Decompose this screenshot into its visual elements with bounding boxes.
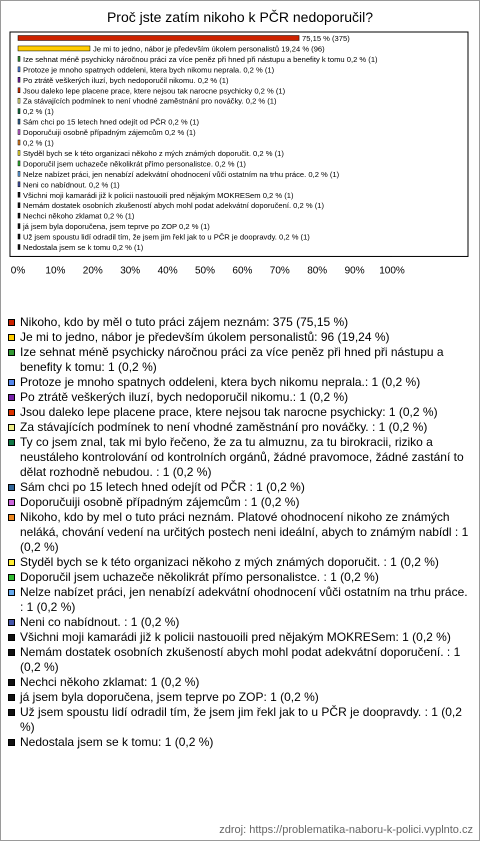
bar-value-label: Doporučil jsem uchazeče několikrát přímo personalistce. 0,2 % (1) bbox=[23, 159, 246, 169]
chart-legend bbox=[8, 315, 470, 750]
bar bbox=[18, 140, 20, 145]
bar-value-label: Nechci někoho zklamat 0,2 % (1) bbox=[23, 211, 135, 221]
bar bbox=[18, 171, 20, 176]
legend-label: Za stávajících podmínek to není vhodné zaměstnání pro nováčky. : 1 (0,2 %) bbox=[20, 420, 428, 434]
bar bbox=[18, 150, 20, 155]
legend-label: Nemám dostatek osobních zkušeností abych mohl podat adekvátní doporučení. : 1 (0,2 %) bbox=[20, 645, 461, 674]
bar-value-label: Sám chci po 15 letech hned odejít od PČR 0,2 % (1) bbox=[23, 117, 200, 127]
bar bbox=[18, 56, 20, 61]
legend-swatch bbox=[8, 619, 15, 626]
legend-label: Jsou daleko lepe placene prace, ktere nejsou tak narocne psychicky: 1 (0,2 %) bbox=[20, 405, 438, 419]
legend-label: Sám chci po 15 letech hned odejít od PČR : 1 (0,2 %) bbox=[20, 480, 305, 494]
legend-item bbox=[8, 570, 470, 585]
x-tick-label: 0% bbox=[10, 265, 26, 277]
bar-value-label: Neni co nabídnout. 0,2 % (1) bbox=[23, 180, 120, 190]
legend-item bbox=[8, 495, 470, 510]
legend-swatch bbox=[8, 634, 15, 641]
bar-value-label: Po ztrátě veškerých iluzí, bych nedoporučil nikomu. 0,2 % (1) bbox=[23, 75, 229, 85]
legend-swatch bbox=[8, 409, 15, 416]
legend-swatch bbox=[8, 319, 15, 326]
bar-value-label: Nedostala jsem se k tomu 0,2 % (1) bbox=[23, 243, 144, 252]
legend-label: Styděl bych se k této organizaci někoho z mých známých doporučit. : 1 (0,2 %) bbox=[20, 555, 439, 569]
x-tick-label: 80% bbox=[307, 265, 328, 277]
legend-label: Po ztrátě veškerých iluzí, bych nedoporučil nikomu.: 1 (0,2 %) bbox=[20, 390, 349, 404]
chart-title: Proč jste zatím nikoho k PČR nedoporučil? bbox=[106, 9, 374, 25]
legend-label: Nelze nabízet práci, jen nenabízí adekvátní ohodnocení vůči ostatním na trhu práce. : 1 (0,2 %) bbox=[20, 585, 468, 614]
legend-label: Už jsem spoustu lidí odradil tím, že jsem jim řekl jak to u PČR je doopravdy. : 1 (0,2 %) bbox=[20, 705, 462, 734]
bar bbox=[18, 192, 20, 197]
bar-value-label: 0,2 % (1) bbox=[23, 107, 54, 117]
legend-item bbox=[8, 615, 470, 630]
legend-swatch bbox=[8, 349, 15, 356]
bar bbox=[18, 161, 20, 166]
bar-value-label: Za stávajících podmínek to není vhodné zaměstnání pro nováčky. 0,2 % (1) bbox=[23, 96, 277, 106]
legend-item bbox=[8, 630, 470, 645]
bar bbox=[18, 130, 20, 135]
bar-value-label: Je mi to jedno, nábor je především úkolem personalistů 19,24 % (96) bbox=[92, 44, 325, 54]
bar bbox=[18, 234, 20, 239]
legend-swatch bbox=[8, 424, 15, 431]
x-tick-label: 10% bbox=[45, 265, 66, 277]
legend-swatch bbox=[8, 439, 15, 446]
legend-item bbox=[8, 675, 470, 690]
legend-label: já jsem byla doporučena, jsem teprve po ZOP: 1 (0,2 %) bbox=[20, 690, 319, 704]
legend-swatch bbox=[8, 499, 15, 506]
legend-item bbox=[8, 555, 470, 570]
legend-item bbox=[8, 330, 470, 345]
bar-value-label: Nelze nabízet práci, jen nenabízí adekvátní ohodnocení vůči ostatním na trhu práce. 0,2 % (1) bbox=[23, 169, 340, 179]
legend-swatch bbox=[8, 649, 15, 656]
legend-label: Nechci někoho zklamat: 1 (0,2 %) bbox=[20, 675, 200, 689]
legend-label: Všichni moji kamarádi již k policii nastouoili pred nějakým MOKRESem: 1 (0,2 %) bbox=[20, 630, 451, 644]
bar-value-label: Nemám dostatek osobních zkušeností abych mohl podat adekvátní doporučení. 0,2 % (1) bbox=[23, 201, 324, 211]
source-link[interactable]: zdroj: https://problematika-naboru-k-polici.vyplnto.cz bbox=[219, 824, 473, 836]
bar bbox=[18, 46, 90, 51]
legend-swatch bbox=[8, 679, 15, 686]
legend-swatch bbox=[8, 709, 15, 716]
legend-item bbox=[8, 510, 470, 555]
bar bbox=[18, 88, 20, 93]
bar bbox=[18, 109, 20, 114]
x-tick-label: 60% bbox=[232, 265, 253, 277]
x-tick-label: 70% bbox=[269, 265, 290, 277]
legend-swatch bbox=[8, 589, 15, 596]
legend-label: Ty co jsem znal, tak mi bylo řečeno, že za tu almuznu, za tu birokracii, riziko a neustáleho kontrolování od kontrolních orgánů, žádné pravomoce, žádné zastání to dělat rozhodně nebudou. : 1 (0,2 %) bbox=[20, 435, 464, 479]
legend-item bbox=[8, 390, 470, 405]
legend-label: Nikoho, kdo by měl o tuto práci zájem neznám: 375 (75,15 %) bbox=[20, 315, 349, 329]
bar-value-label: já jsem byla doporučena, jsem teprve po ZOP 0,2 % (1) bbox=[23, 222, 210, 232]
legend-swatch bbox=[8, 694, 15, 701]
bar bbox=[18, 67, 20, 72]
x-tick-label: 90% bbox=[344, 265, 365, 277]
bar bbox=[18, 203, 20, 208]
legend-label: Doporučil jsem uchazeče několikrát přímo personalistce. : 1 (0,2 %) bbox=[20, 570, 379, 584]
legend-item bbox=[8, 690, 470, 705]
legend-label: Doporučuiji osobně případným zájemcům : 1 (0,2 %) bbox=[20, 495, 300, 509]
legend-item bbox=[8, 420, 470, 435]
legend-item bbox=[8, 735, 470, 750]
bar bbox=[18, 224, 20, 229]
legend-label: Neni co nabídnout. : 1 (0,2 %) bbox=[20, 615, 180, 629]
bar-value-label: 0,2 % (1) bbox=[23, 138, 54, 148]
bar bbox=[18, 119, 20, 124]
bar bbox=[18, 98, 20, 103]
bar bbox=[18, 77, 20, 82]
legend-swatch bbox=[8, 574, 15, 581]
bar-value-label: Protoze je mnoho spatnych oddeleni, ktera bych nikomu neprala. 0,2 % (1) bbox=[23, 65, 275, 75]
legend-item bbox=[8, 375, 470, 390]
chart-plot bbox=[0, 0, 480, 312]
legend-item bbox=[8, 480, 470, 495]
bar-value-label: Doporučuiji osobně případným zájemcům 0,2 % (1) bbox=[23, 128, 196, 138]
bar-value-label: Všichni moji kamarádi již k policii nastouoili pred nějakým MOKRESem 0,2 % (1) bbox=[23, 190, 294, 200]
legend-item bbox=[8, 705, 470, 735]
legend-label: Nikoho, kdo by mel o tuto práci neznám. Platové ohodnocení nikoho ze známých neláká, chování vedení na určitých postech neni ideální, abych to známým nabídl : 1 (0,2 %) bbox=[20, 510, 469, 554]
x-tick-label: 100% bbox=[379, 265, 405, 277]
bar bbox=[18, 182, 20, 187]
legend-item bbox=[8, 645, 470, 675]
bar-value-label: 75,15 % (375) bbox=[302, 34, 350, 43]
bar-value-label: Ize sehnat méně psychicky náročnou práci za více peněz při hned při nástupu a benefity k tomu 0,2 % (1) bbox=[23, 54, 378, 64]
x-tick-label: 30% bbox=[120, 265, 141, 277]
x-tick-label: 20% bbox=[82, 265, 103, 277]
bar bbox=[18, 245, 20, 250]
legend-label: Protoze je mnoho spatnych oddeleni, ktera bych nikomu neprala.: 1 (0,2 %) bbox=[20, 375, 421, 389]
legend-swatch bbox=[8, 484, 15, 491]
legend-swatch bbox=[8, 514, 15, 521]
legend-swatch bbox=[8, 394, 15, 401]
bar-value-label: Styděl bych se k této organizaci někoho z mých známých doporučit. 0,2 % (1) bbox=[23, 148, 284, 158]
legend-item bbox=[8, 315, 470, 330]
legend-item bbox=[8, 405, 470, 420]
bar-value-label: Už jsem spoustu lidí odradil tím, že jsem jim řekl jak to u PČR je doopravdy. 0,2 % (1) bbox=[23, 232, 310, 242]
legend-label: Ize sehnat méně psychicky náročnou práci za více peněz při hned při nástupu a benefity k tomu: 1 (0,2 %) bbox=[20, 345, 444, 374]
bar bbox=[18, 213, 20, 218]
legend-item bbox=[8, 585, 470, 615]
legend-label: Je mi to jedno, nábor je především úkolem personalistů: 96 (19,24 %) bbox=[20, 330, 390, 344]
legend-swatch bbox=[8, 379, 15, 386]
legend-item bbox=[8, 435, 470, 480]
legend-swatch bbox=[8, 559, 15, 566]
bar-value-label: Jsou daleko lepe placene prace, ktere nejsou tak narocne psychicky 0,2 % (1) bbox=[23, 86, 286, 96]
bar bbox=[18, 36, 299, 41]
x-tick-label: 40% bbox=[157, 265, 178, 277]
x-tick-label: 50% bbox=[194, 265, 216, 277]
legend-swatch bbox=[8, 334, 15, 341]
legend-swatch bbox=[8, 739, 15, 746]
legend-label: Nedostala jsem se k tomu: 1 (0,2 %) bbox=[20, 735, 214, 749]
legend-item bbox=[8, 345, 470, 375]
